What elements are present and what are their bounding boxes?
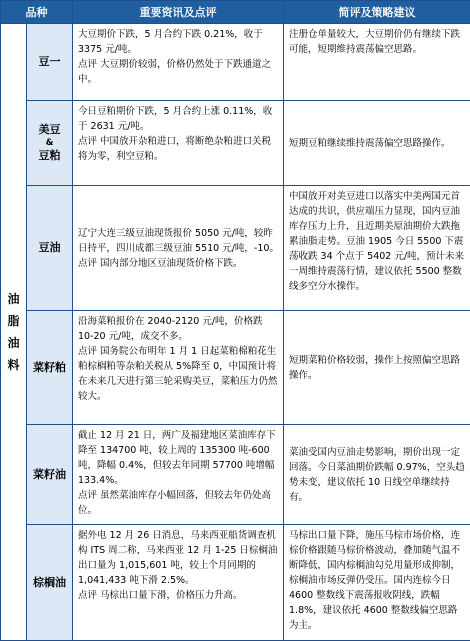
info-text: 今日豆粕期价下跌，5 月合约上涨 0.11%，收于 2631 元/吨。 bbox=[78, 106, 273, 132]
header-info: 重要资讯及点评 bbox=[73, 1, 284, 24]
row-rapeseed-oil bbox=[1, 425, 470, 525]
info-comment: 点评 中国放开杂粕进口，将断绝杂粕进口关税将为零，利空豆粕。 bbox=[78, 136, 272, 162]
variety-cell bbox=[27, 311, 73, 425]
info-text: 辽宁大连三级豆油现货报价 5050 元/吨，较昨日持平，四川成都三级豆油 5510 元/吨，-10。 bbox=[78, 227, 279, 254]
info-cell bbox=[73, 101, 284, 186]
sector-char: 油 bbox=[7, 292, 20, 306]
variety-cell bbox=[27, 525, 73, 641]
variety-name: 菜籽粕 bbox=[33, 360, 66, 374]
advice-text: 中国放开对美豆进口以落实中美两国元首达成的共识，供应端压力显现，国内豆油库存压力上升，且近期美原油期价大跌拖累油脂走势。豆油 1905 今日 5500 下震荡收跌 34 个点于 5402 元/吨，预计未来一周维持震荡行情，建议依托 5500 整数线多空分水操作。 bbox=[289, 191, 465, 292]
info-comment: 点评 马棕出口量下滑，价格压力升高。 bbox=[78, 590, 243, 601]
advice-cell bbox=[284, 525, 470, 641]
advice-text: 注册仓单量较大，大豆期价仍有继续下跌可能，短期维持震荡偏空思路。 bbox=[289, 29, 461, 55]
sector-char: 料 bbox=[7, 358, 20, 372]
info-cell bbox=[73, 311, 284, 425]
variety-name: 豆粕 bbox=[38, 149, 61, 162]
sector-label bbox=[1, 24, 27, 641]
advice-cell bbox=[284, 101, 470, 186]
variety-cell bbox=[27, 425, 73, 525]
variety-name: 棕榈油 bbox=[33, 575, 66, 589]
variety-name: 美豆 bbox=[38, 123, 61, 136]
info-cell bbox=[73, 24, 284, 101]
advice-cell bbox=[284, 24, 470, 101]
row-soymeal bbox=[1, 101, 470, 186]
info-comment: 点评 大豆期价较弱，价格仍然处于下跌通道之中。 bbox=[78, 59, 272, 85]
advice-text: 菜油受国内豆油走势影响，期价出现一定回落。今日菜油期价跌幅 0.97%，空头趋势未变，建议依托 10 日线空单继续持有。 bbox=[289, 446, 465, 503]
info-text: 据外电 12 月 26 日消息，马来西亚船货调查机构 ITS 周二称，马来西亚 12 月 1-25 日棕榈油出口量为 1,015,601 吨，较上个月同期的 1,041,433 吨下滑 2.5%。 bbox=[78, 530, 278, 586]
row-soybean-1 bbox=[1, 24, 470, 101]
info-comment: 点评 国务院公布明年 1 月 1 日起菜粕棉粕花生粕棕榈粕等杂粕关税从 5%降至 0，中国预计将在未来几天进行第三轮采购美豆，菜粕压力仍然较大。 bbox=[78, 346, 278, 402]
advice-text: 短期菜粕价格较弱，操作上按照偏空思路操作。 bbox=[289, 354, 461, 381]
info-cell bbox=[73, 425, 284, 525]
row-rapeseed-meal bbox=[1, 311, 470, 425]
info-cell bbox=[73, 525, 284, 641]
info-comment: 点评 虽然菜油库存小幅回落，但较去年仍处高位。 bbox=[78, 490, 272, 516]
variety-amp: & bbox=[45, 138, 54, 148]
info-text: 沿海菜粕报价在 2040-2120 元/吨，价格跌 10-20 元/吨，成交不多。 bbox=[78, 316, 263, 342]
advice-text: 短期豆粕继续维持震荡偏空思路操作。 bbox=[289, 137, 451, 149]
variety-cell bbox=[27, 186, 73, 311]
sector-char: 油 bbox=[7, 336, 20, 350]
info-text: 大豆期价下跌，5 月合约下跌 0.21%，收于 3375 元/吨。 bbox=[78, 29, 263, 55]
variety-cell bbox=[27, 24, 73, 101]
header-row bbox=[1, 1, 470, 24]
row-palm-oil bbox=[1, 525, 470, 641]
sector-char: 脂 bbox=[7, 314, 20, 328]
info-text: 截止 12 月 21 日，两广及福建地区菜油库存下降至 134700 吨，较上周的 135300 吨-600 吨，降幅 0.4%，但较去年同期 57700 吨增幅 133.4%。 bbox=[78, 430, 276, 486]
row-soyoil bbox=[1, 186, 470, 311]
variety-name: 菜籽油 bbox=[33, 467, 66, 481]
info-comment: 点评 国内部分地区豆油现货价格下跌。 bbox=[78, 257, 243, 269]
header-variety: 品种 bbox=[1, 1, 73, 24]
variety-name: 豆一 bbox=[38, 55, 61, 68]
advice-cell bbox=[284, 425, 470, 525]
info-cell bbox=[73, 186, 284, 311]
advice-cell bbox=[284, 186, 470, 311]
advice-cell bbox=[284, 311, 470, 425]
variety-name: 豆油 bbox=[38, 241, 61, 254]
variety-cell bbox=[27, 101, 73, 186]
header-advice: 简评及策略建议 bbox=[284, 1, 470, 24]
advice-text: 马棕出口量下降，施压马棕市场价格，连棕价格跟随马棕价格波动，叠加随气温不断降低，国内棕榈油勾兑用量形成抑制，棕榈油市场反弹仍受压。国内连棕今日 4600 整数线下震荡报收阴线，跌幅 1.8%，建议依托 4600 整数线偏空思路为主。 bbox=[289, 530, 461, 631]
